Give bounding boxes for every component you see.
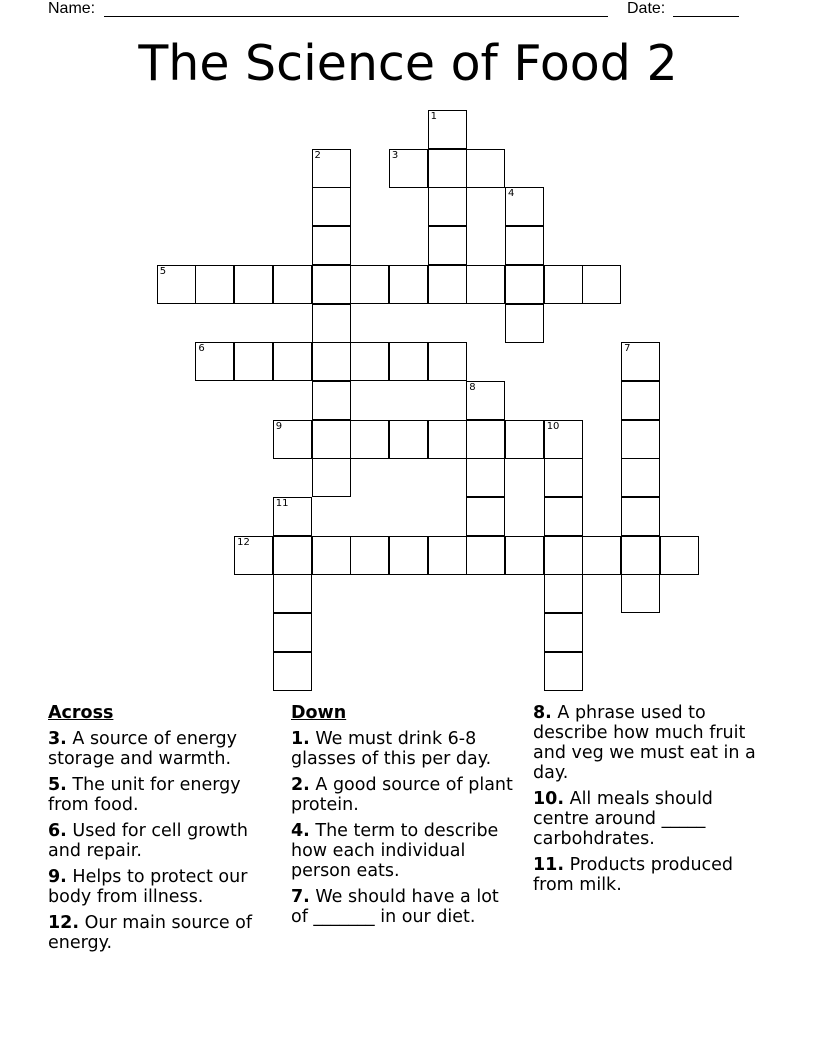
clue-number: 2. xyxy=(291,775,310,795)
clue-text: Used for cell growth and repair. xyxy=(48,821,248,861)
clue-text: We should have a lot of _______ in our diet. xyxy=(291,887,499,927)
cell-number: 10 xyxy=(546,420,560,432)
page-title: The Science of Food 2 xyxy=(138,35,678,92)
grid-cell[interactable] xyxy=(466,265,505,304)
grid-cell[interactable] xyxy=(312,149,351,188)
grid-cell[interactable] xyxy=(312,226,351,265)
grid-cell[interactable] xyxy=(389,149,428,188)
across-heading: Across xyxy=(48,703,114,723)
clue-text: Our main source of energy. xyxy=(48,913,253,953)
clue-text: Products produced from milk. xyxy=(533,855,734,895)
grid-cell[interactable] xyxy=(234,536,273,575)
down-clue xyxy=(291,775,513,815)
grid-cell[interactable] xyxy=(660,536,699,575)
grid-cell[interactable] xyxy=(544,652,583,691)
down-clue xyxy=(291,821,513,881)
cell-number: 2 xyxy=(314,149,321,161)
grid-cell[interactable] xyxy=(312,458,351,497)
grid-cell[interactable] xyxy=(505,226,544,265)
cell-number: 9 xyxy=(275,420,283,432)
grid-cell[interactable] xyxy=(389,342,428,381)
grid-cell[interactable] xyxy=(466,536,505,575)
name-field-line[interactable] xyxy=(104,16,608,17)
clue-text: A good source of plant protein. xyxy=(291,775,513,815)
grid-cell[interactable] xyxy=(466,381,505,420)
clue-text: Helps to protect our body from illness. xyxy=(48,867,248,907)
name-label: Name: xyxy=(48,0,96,17)
grid-cell[interactable] xyxy=(544,613,583,652)
clue-text: We must drink 6-8 glasses of this per day. xyxy=(291,729,492,769)
grid-cell[interactable] xyxy=(428,226,467,265)
down-clue xyxy=(291,729,513,769)
clue-number: 12. xyxy=(48,913,80,933)
grid-cell[interactable] xyxy=(428,187,467,226)
grid-cell[interactable] xyxy=(621,342,660,381)
grid-cell[interactable] xyxy=(195,265,234,304)
grid-cell[interactable] xyxy=(389,536,428,575)
clue-number: 7. xyxy=(291,887,310,907)
across-clue xyxy=(48,729,270,769)
clue-number: 8. xyxy=(533,703,552,723)
cell-number: 12 xyxy=(237,536,250,548)
date-label: Date: xyxy=(627,0,666,17)
grid-cell[interactable] xyxy=(195,342,234,381)
grid-cell[interactable] xyxy=(350,265,389,304)
grid-cell[interactable] xyxy=(466,458,505,497)
cell-number: 7 xyxy=(624,343,631,355)
grid-cell[interactable] xyxy=(312,381,351,420)
grid-cell[interactable] xyxy=(505,536,544,575)
cell-number: 8 xyxy=(469,381,476,393)
grid-cell[interactable] xyxy=(273,497,312,536)
grid-cell[interactable] xyxy=(273,652,312,691)
down-clues-column xyxy=(291,703,513,933)
grid-cell[interactable] xyxy=(621,458,660,497)
grid-cell[interactable] xyxy=(312,265,351,304)
grid-cell[interactable] xyxy=(428,149,467,188)
grid-cell[interactable] xyxy=(350,342,389,381)
grid-cell[interactable] xyxy=(273,613,312,652)
grid-cell[interactable] xyxy=(505,187,544,226)
clue-text: The unit for energy from food. xyxy=(48,775,241,815)
across-clues-column xyxy=(48,703,270,959)
grid-cell[interactable] xyxy=(544,458,583,497)
grid-cell[interactable] xyxy=(234,265,273,304)
down-clue xyxy=(533,855,773,895)
cell-number: 5 xyxy=(159,265,167,277)
clue-number: 5. xyxy=(48,775,67,795)
across-clue xyxy=(48,775,270,815)
grid-cell[interactable] xyxy=(466,149,505,188)
cell-number: 1 xyxy=(430,111,437,122)
cell-number: 6 xyxy=(198,343,205,355)
clue-number: 3. xyxy=(48,729,67,749)
across-clue xyxy=(48,867,270,907)
clue-text: A phrase used to describe how much fruit and veg we must eat in a day. xyxy=(533,703,756,783)
clue-number: 11. xyxy=(533,855,565,875)
date-field-line[interactable] xyxy=(673,16,739,17)
grid-cell[interactable] xyxy=(312,536,351,575)
grid-cell[interactable] xyxy=(273,574,312,613)
grid-cell[interactable] xyxy=(273,536,312,575)
clue-number: 1. xyxy=(291,729,310,749)
grid-cell[interactable] xyxy=(157,265,196,304)
grid-cell[interactable] xyxy=(544,265,583,304)
grid-cell[interactable] xyxy=(621,536,660,575)
grid-cell[interactable] xyxy=(428,265,467,304)
grid-cell[interactable] xyxy=(428,536,467,575)
grid-cell[interactable] xyxy=(544,420,583,459)
clue-number: 9. xyxy=(48,867,67,887)
grid-cell[interactable] xyxy=(312,304,351,343)
grid-cell[interactable] xyxy=(544,536,583,575)
grid-cell[interactable] xyxy=(544,497,583,536)
clue-number: 10. xyxy=(533,789,565,809)
grid-cell[interactable] xyxy=(621,381,660,420)
clue-text: A source of energy storage and warmth. xyxy=(48,729,238,769)
across-clue xyxy=(48,913,270,953)
cell-number: 3 xyxy=(391,149,399,161)
down-clue xyxy=(533,789,773,849)
grid-cell[interactable] xyxy=(582,536,621,575)
grid-cell[interactable] xyxy=(350,536,389,575)
down-clues-column-continued xyxy=(533,703,773,901)
grid-cell[interactable] xyxy=(234,342,273,381)
grid-cell[interactable] xyxy=(273,420,312,459)
grid-cell[interactable] xyxy=(621,420,660,459)
grid-cell[interactable] xyxy=(312,420,351,459)
grid-cell[interactable] xyxy=(312,187,351,226)
grid-cell[interactable] xyxy=(466,420,505,459)
cell-number: 4 xyxy=(508,188,515,200)
cell-number: 11 xyxy=(275,498,289,509)
grid-cell[interactable] xyxy=(428,420,467,459)
grid-cell[interactable] xyxy=(350,420,389,459)
grid-cell[interactable] xyxy=(428,342,467,381)
grid-cell[interactable] xyxy=(505,304,544,343)
across-clue xyxy=(48,821,270,861)
clue-number: 4. xyxy=(291,821,310,841)
grid-cell[interactable] xyxy=(389,265,428,304)
down-clue xyxy=(533,703,773,783)
grid-cell[interactable] xyxy=(389,420,428,459)
down-heading: Down xyxy=(291,703,347,723)
grid-cell[interactable] xyxy=(505,265,544,304)
clue-number: 6. xyxy=(48,821,67,841)
grid-cell[interactable] xyxy=(312,342,351,381)
grid-cell[interactable] xyxy=(273,265,312,304)
grid-cell[interactable] xyxy=(273,342,312,381)
grid-cell[interactable] xyxy=(428,110,467,149)
grid-cell[interactable] xyxy=(466,497,505,536)
grid-cell[interactable] xyxy=(582,265,621,304)
clue-text: The term to describe how each individual person eats. xyxy=(291,821,499,881)
grid-cell[interactable] xyxy=(621,497,660,536)
grid-cell[interactable] xyxy=(505,420,544,459)
grid-cell[interactable] xyxy=(621,574,660,613)
clue-text: All meals should centre around _____ carbohdrates. xyxy=(533,789,713,849)
down-clue xyxy=(291,887,513,927)
grid-cell[interactable] xyxy=(544,574,583,613)
